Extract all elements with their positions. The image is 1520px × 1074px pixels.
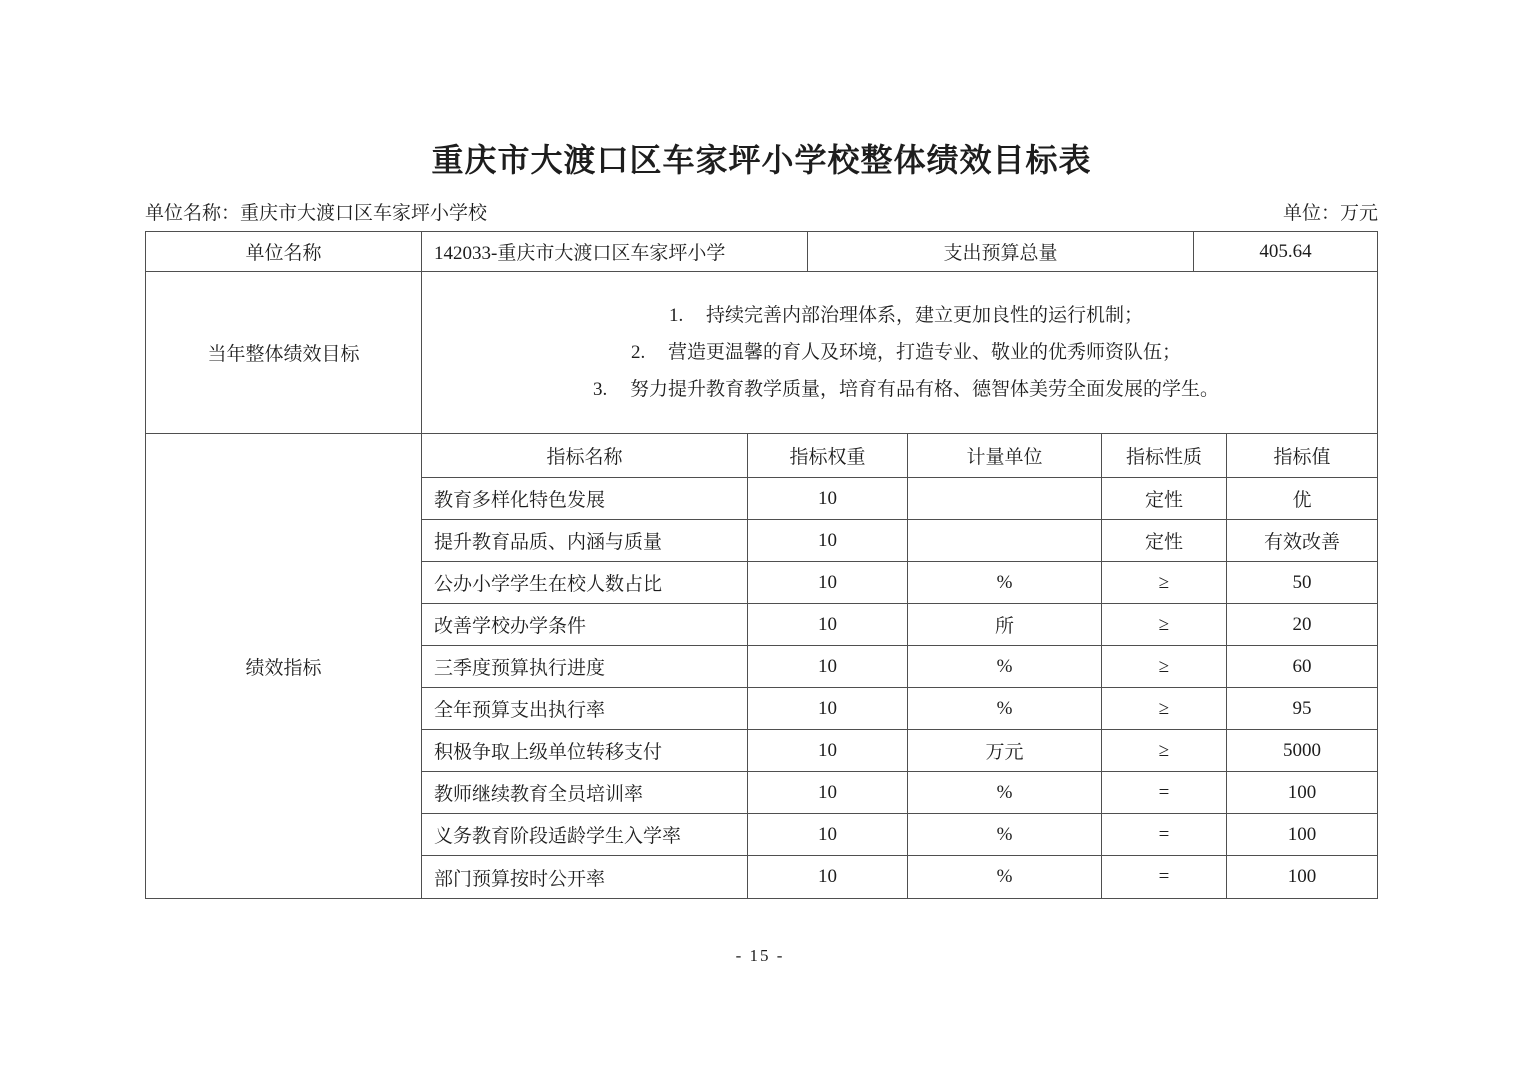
goals-label-cell: 当年整体绩效目标 xyxy=(146,272,422,433)
currency-unit-line: 单位：万元 xyxy=(1282,203,1378,224)
unit-name-label-cell: 单位名称 xyxy=(146,232,422,271)
indicators-section-label-cell: 绩效指标 xyxy=(146,434,422,898)
column-header-indicator-value: 指标值 xyxy=(1273,447,1331,468)
indicators-block xyxy=(422,434,1377,898)
indicator-weight-cell: 10 xyxy=(748,856,908,898)
unit-name-value-cell: 142033-重庆市大渡口区车家坪小学 xyxy=(422,232,808,271)
indicator-value-cell: 20 xyxy=(1292,613,1312,635)
indicator-row xyxy=(422,562,1377,604)
indicator-value-cell: 有效改善 xyxy=(1263,532,1340,553)
indicator-unit-cell: % xyxy=(908,856,1102,898)
indicator-row xyxy=(422,688,1377,730)
budget-label-cell: 支出预算总量 xyxy=(808,232,1194,271)
indicator-value-cell: 5000 xyxy=(1283,739,1321,761)
indicator-value-cell: 优 xyxy=(1292,490,1312,511)
indicator-name-cell: 提升教育品质、内涵与质量 xyxy=(422,520,748,561)
indicator-row xyxy=(422,772,1377,814)
goal-text: 努力提升教育教学质量，培育有品有格、德智体美劳全面发展的学生。 xyxy=(629,379,1219,400)
goal-item xyxy=(669,297,1143,334)
indicator-name-cell: 义务教育阶段适龄学生入学率 xyxy=(422,814,748,855)
indicator-value-cell: 100 xyxy=(1287,781,1317,803)
indicator-value-cell: 100 xyxy=(1287,823,1317,845)
indicator-name-cell: 教育多样化特色发展 xyxy=(422,478,748,519)
indicators-header-row xyxy=(422,434,1377,478)
indicator-name-cell: 三季度预算执行进度 xyxy=(422,646,748,687)
indicator-name-cell: 公办小学学生在校人数占比 xyxy=(422,562,748,603)
indicator-nature-cell: 定性 xyxy=(1102,478,1227,519)
indicator-nature-cell: ≥ xyxy=(1102,562,1227,603)
goal-number: 1. xyxy=(668,305,684,326)
column-header-indicator-name: 指标名称 xyxy=(422,434,748,477)
meta-row xyxy=(145,202,1378,226)
column-header-measure-unit: 计量单位 xyxy=(908,434,1102,477)
indicator-row xyxy=(422,604,1377,646)
indicator-unit-cell: 万元 xyxy=(908,730,1102,771)
indicator-value-cell: 50 xyxy=(1292,571,1312,593)
goals-list-cell xyxy=(422,272,1377,433)
indicator-nature-cell: ≥ xyxy=(1102,688,1227,729)
indicator-row xyxy=(422,646,1377,688)
indicator-name-cell: 教师继续教育全员培训率 xyxy=(422,772,748,813)
indicator-unit-cell: % xyxy=(908,814,1102,855)
indicator-row xyxy=(422,520,1377,562)
indicator-nature-cell: ≥ xyxy=(1102,604,1227,645)
indicator-unit-cell: % xyxy=(908,646,1102,687)
indicator-weight-cell: 10 xyxy=(748,562,908,603)
indicator-unit-cell: 所 xyxy=(908,604,1102,645)
indicator-value-cell: 60 xyxy=(1292,655,1312,677)
indicator-name-cell: 部门预算按时公开率 xyxy=(422,856,748,898)
indicator-weight-cell: 10 xyxy=(748,520,908,561)
indicator-weight-cell: 10 xyxy=(748,604,908,645)
indicator-name-cell: 积极争取上级单位转移支付 xyxy=(422,730,748,771)
info-row xyxy=(146,232,1377,272)
indicator-row xyxy=(422,814,1377,856)
performance-target-table xyxy=(145,231,1378,899)
goal-text: 持续完善内部治理体系，建立更加良性的运行机制； xyxy=(705,305,1143,326)
column-header-indicator-nature: 指标性质 xyxy=(1102,434,1227,477)
column-header-indicator-weight: 指标权重 xyxy=(748,434,908,477)
indicator-weight-cell: 10 xyxy=(748,646,908,687)
indicator-row xyxy=(422,478,1377,520)
indicator-weight-cell: 10 xyxy=(748,814,908,855)
indicator-weight-cell: 10 xyxy=(748,688,908,729)
indicator-unit-cell xyxy=(908,478,1102,519)
indicator-value-cell: 100 xyxy=(1287,866,1317,887)
indicator-unit-cell: % xyxy=(908,688,1102,729)
indicator-unit-cell: % xyxy=(908,772,1102,813)
goal-number: 2. xyxy=(630,342,646,363)
indicator-name-cell: 改善学校办学条件 xyxy=(422,604,748,645)
unit-name-line: 单位名称：重庆市大渡口区车家坪小学校 xyxy=(145,203,488,224)
indicator-unit-cell xyxy=(908,520,1102,561)
indicator-nature-cell: 定性 xyxy=(1102,520,1227,561)
indicator-rows xyxy=(422,478,1377,898)
indicator-nature-cell: = xyxy=(1102,856,1227,898)
goals-row xyxy=(146,272,1377,434)
indicator-value-cell: 95 xyxy=(1292,697,1312,719)
indicator-nature-cell: = xyxy=(1102,814,1227,855)
goal-item xyxy=(593,371,1219,408)
indicator-name-cell: 全年预算支出执行率 xyxy=(422,688,748,729)
goal-number: 3. xyxy=(592,379,608,400)
indicator-weight-cell: 10 xyxy=(748,772,908,813)
indicator-nature-cell: = xyxy=(1102,772,1227,813)
goal-text: 营造更温馨的育人及环境，打造专业、敬业的优秀师资队伍； xyxy=(667,342,1181,363)
indicator-weight-cell: 10 xyxy=(748,730,908,771)
document-title: 重庆市大渡口区车家坪小学校整体绩效目标表 xyxy=(431,142,1092,178)
indicator-weight-cell: 10 xyxy=(748,478,908,519)
page-number: - 15 - xyxy=(735,946,785,965)
indicator-nature-cell: ≥ xyxy=(1102,646,1227,687)
indicator-unit-cell: % xyxy=(908,562,1102,603)
budget-value-cell: 405.64 xyxy=(1259,240,1312,262)
indicator-nature-cell: ≥ xyxy=(1102,730,1227,771)
indicator-row xyxy=(422,730,1377,772)
goal-item xyxy=(631,334,1181,371)
indicators-section-row xyxy=(146,434,1377,898)
indicator-row xyxy=(422,856,1377,898)
